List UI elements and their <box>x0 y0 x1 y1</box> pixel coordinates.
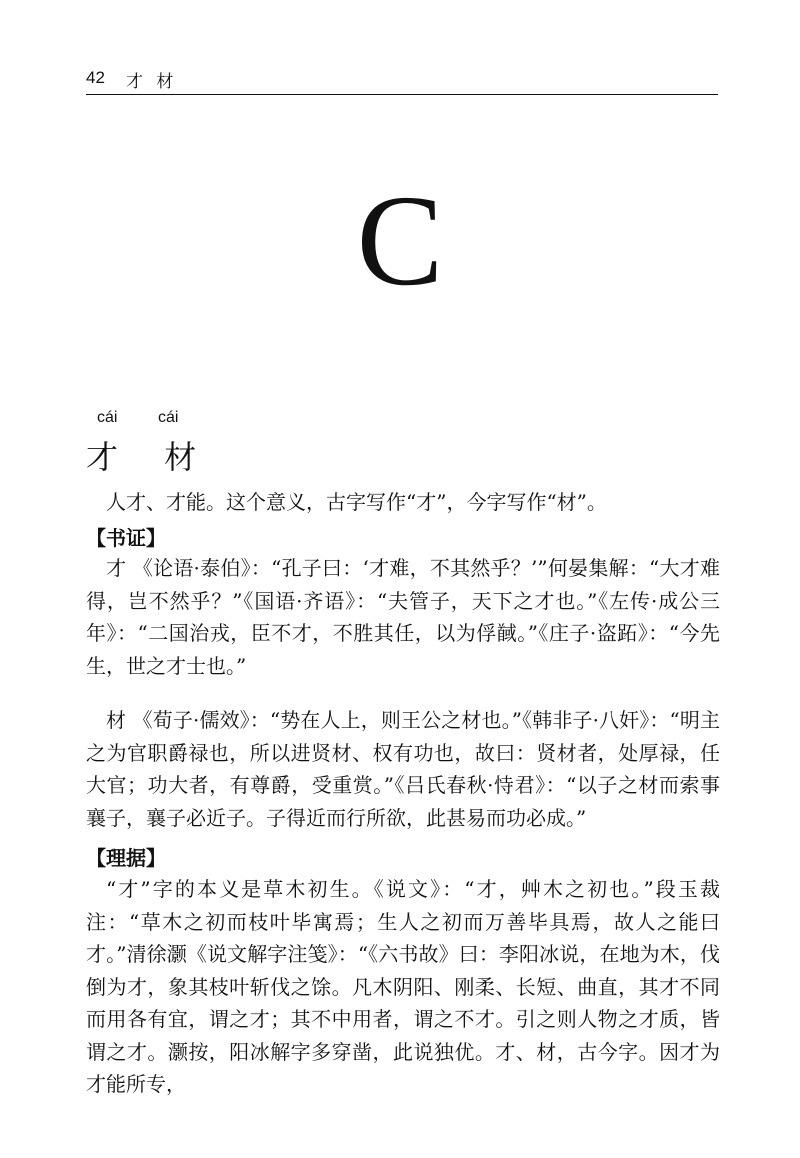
definition: 人才、才能。这个意义，古字写作“才”，今字写作“材”。 <box>106 490 607 514</box>
section-letter: C <box>356 169 444 313</box>
page-number: 42 <box>86 68 105 87</box>
pinyin-2: cái <box>158 409 179 426</box>
running-title: 才 材 <box>126 72 178 92</box>
citation-cai: 才 《论语·泰伯》：“孔子曰：‘才难，不其然乎？’”何晏集解：“大才难得，岂不然乎？”《国语·齐语》：“夫管子，天下之才也。”《左传·成公三年》：“二国治戎，臣不才，不胜其任，以为俘馘。”《庄子·盗跖》：“今先生，世之才士也。” <box>86 556 720 678</box>
pinyin-1: cái <box>97 409 118 426</box>
headword: 才 材 <box>86 438 215 476</box>
section-label-shuzheng: 【书证】 <box>86 526 166 550</box>
citation-cai-wood: 材 《荀子·儒效》：“势在人上，则王公之材也。”《韩非子·八奸》：“明主之为官职爵禄也，所以进贤材、权有功也，故曰：贤材者，处厚禄，任大官；功大者，有尊爵，受重赏。”《吕氏春秋·恃君》：“以子之材而索事襄子，襄子必近子。子得近而行所欲，此甚易而功必成。” <box>86 708 720 830</box>
running-head <box>86 66 718 95</box>
section-label-liju: 【理据】 <box>86 846 166 870</box>
rationale-text: “才”字的本义是草木初生。《说文》：“才，艸木之初也。”段玉裁注：“草木之初而枝叶毕寓焉；生人之初而万善毕具焉，故人之能曰才。”清徐灏《说文解字注笺》：“《六书故》曰：李阳冰说，在地为木，伐倒为才，象其枝叶斩伐之馀。凡木阴阳、刚柔、长短、曲直，其才不同而用各有宜，谓之才；其不中用者，谓之不才。引之则人物之才质，皆谓之才。灏按，阳冰解字多穿凿，此说独优。才、材，古今字。因才为才能所专， <box>86 877 720 1096</box>
